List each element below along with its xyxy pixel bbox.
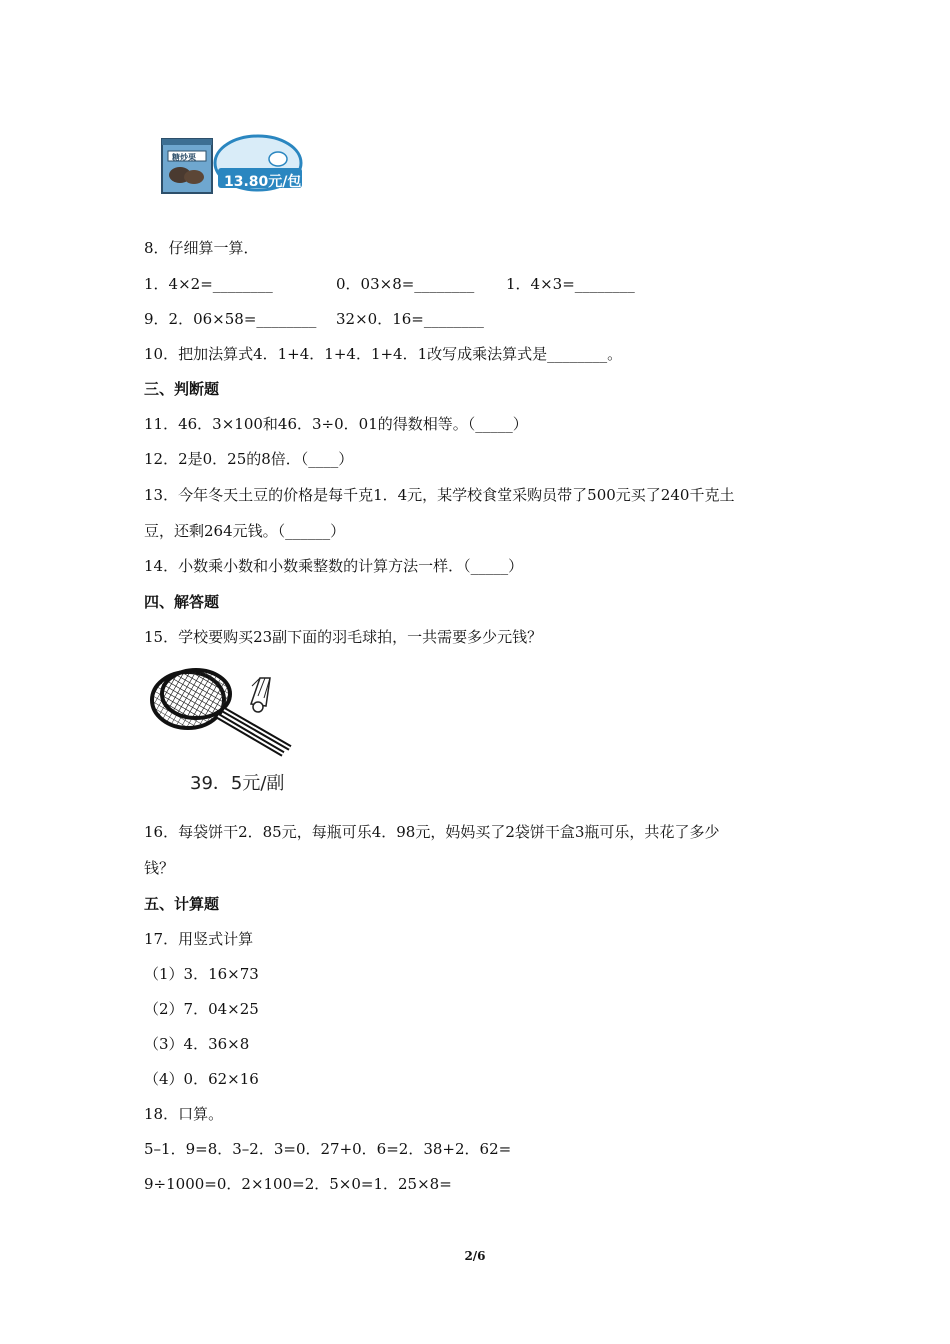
section-5-heading: 五、计算题 [144,895,220,913]
q10: 10．把加法算式4．1+4．1+4．1+4．1改写成乘法算式是________。 [144,345,623,363]
q14: 14．小数乘小数和小数乘整数的计算方法一样．（_____） [144,557,524,575]
q8-row1 [144,274,844,294]
section-4-heading: 四、解答题 [144,593,220,611]
q17-prompt: 17．用竖式计算 [144,930,254,948]
q18-line-1: 5–1．9=8．3–2．3=0．27+0．6=2．38+2．62= [144,1140,512,1158]
q8-item-3: 1．4×3=________ [506,275,635,293]
q15: 15．学校要购买23副下面的羽毛球拍，一共需要多少元钱？ [144,628,543,646]
q17-item-1: （1）3．16×73 [144,965,259,983]
q8-prompt: 8．仔细算一算． [144,239,259,257]
q16-line-1: 16．每袋饼干2．85元，每瓶可乐4．98元，妈妈买了2袋饼干盒3瓶可乐，共花了多少 [144,823,720,841]
badminton-racket-figure [148,664,298,794]
q18-prompt: 18．口算。 [144,1105,224,1123]
q13-line-1: 13．今年冬天土豆的价格是每千克1．4元，某学校食堂采购员带了500元买了240千克土 [144,486,735,504]
q11: 11．46．3×100和46．3÷0．01的得数相等。（_____） [144,415,528,433]
q17-item-2: （2）7．04×25 [144,1000,259,1018]
q13-line-2: 豆，还剩264元钱。（______） [144,522,346,540]
page-number: 2/6 [464,1249,486,1263]
q8-item-2: 0．03×8=________ [336,275,475,293]
bag-label: 糖炒栗 [172,153,196,162]
q8-item-1: 1．4×2=________ [144,275,273,293]
q17-item-4: （4）0．62×16 [144,1070,259,1088]
racket-image [148,664,298,764]
racket-price-caption: 39．5元/副 [190,773,285,794]
section-3-heading: 三、判断题 [144,380,220,398]
q12: 12．2是0．25的8倍．（____） [144,450,354,468]
q8-item-4: 9．2．06×58=________ [144,310,317,328]
price-tag-text: 13.80元/包 [224,174,302,190]
q17-item-3: （3）4．36×8 [144,1035,250,1053]
q8-item-5: 32×0．16=________ [336,310,484,328]
chestnut-bag-figure [160,133,305,195]
q18-line-2: 9÷1000=0．2×100=2．5×0=1．25×8= [144,1175,452,1193]
q16-line-2: 钱？ [144,859,175,877]
q8-row2 [144,309,844,329]
